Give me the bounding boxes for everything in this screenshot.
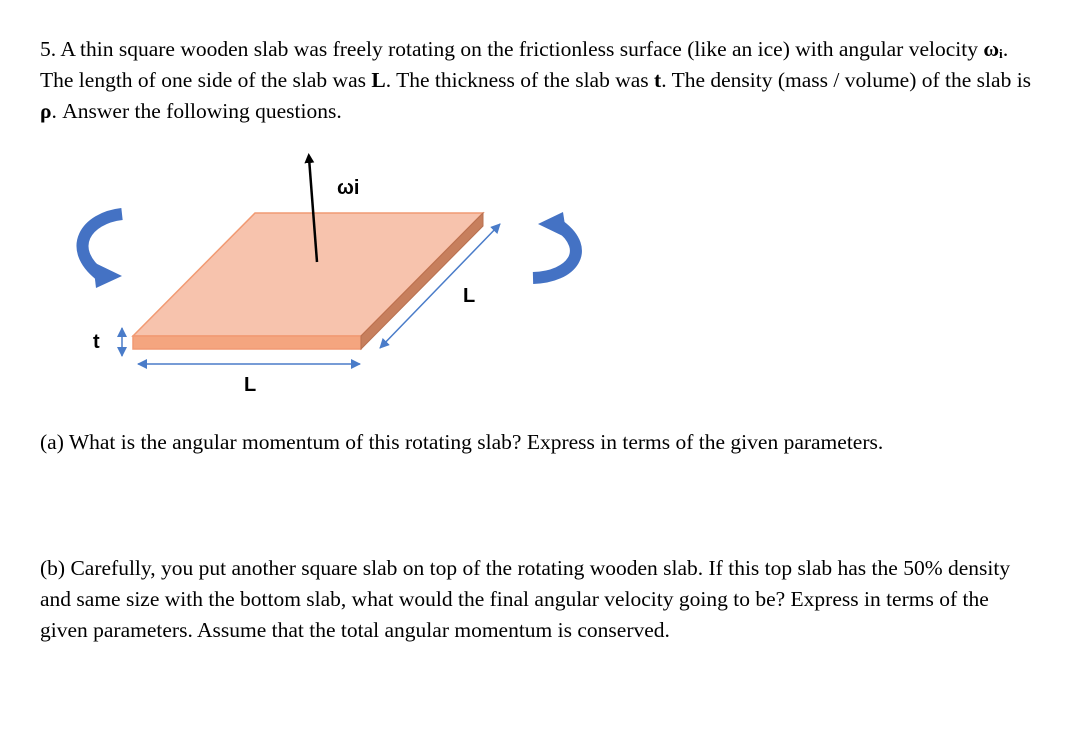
question-b: (b) Carefully, you put another square slab on top of the rotating wooden slab. If this top slab has the 50% density and same size with the bottom slab, what would the final angular velocity going to be? Express in terms of the given parameters. Assume that the total angular momentum is conserved. xyxy=(40,556,1011,642)
omega-i-symbol: ωᵢ xyxy=(983,37,1003,61)
thickness-label: t xyxy=(93,331,100,353)
thickness-symbol: t xyxy=(654,68,662,92)
intro-text-3: . The thickness of the slab was xyxy=(385,68,655,92)
intro-text-5: . Answer the following questions. xyxy=(51,99,342,123)
length-label-bottom: L xyxy=(244,374,257,396)
rotation-arrow-right-icon xyxy=(533,212,576,278)
slab-front-face xyxy=(133,336,361,349)
omega-label: ωi xyxy=(337,177,360,199)
intro-text-4: . The density (mass / volume) of the slab is xyxy=(661,68,1032,92)
length-symbol: L xyxy=(371,68,386,92)
intro-text-2: . The length of one side of the slab was xyxy=(40,37,1009,92)
question-a: (a) What is the angular momentum of this rotating slab? Express in terms of the given parameters. xyxy=(40,430,884,454)
rotation-arrow-left-icon xyxy=(83,214,122,288)
intro-text-1: 5. A thin square wooden slab was freely rotating on the frictionless surface (like an ice) with angular velocity xyxy=(40,37,984,61)
length-label-right: L xyxy=(463,285,476,307)
density-symbol: ρ xyxy=(40,99,52,123)
